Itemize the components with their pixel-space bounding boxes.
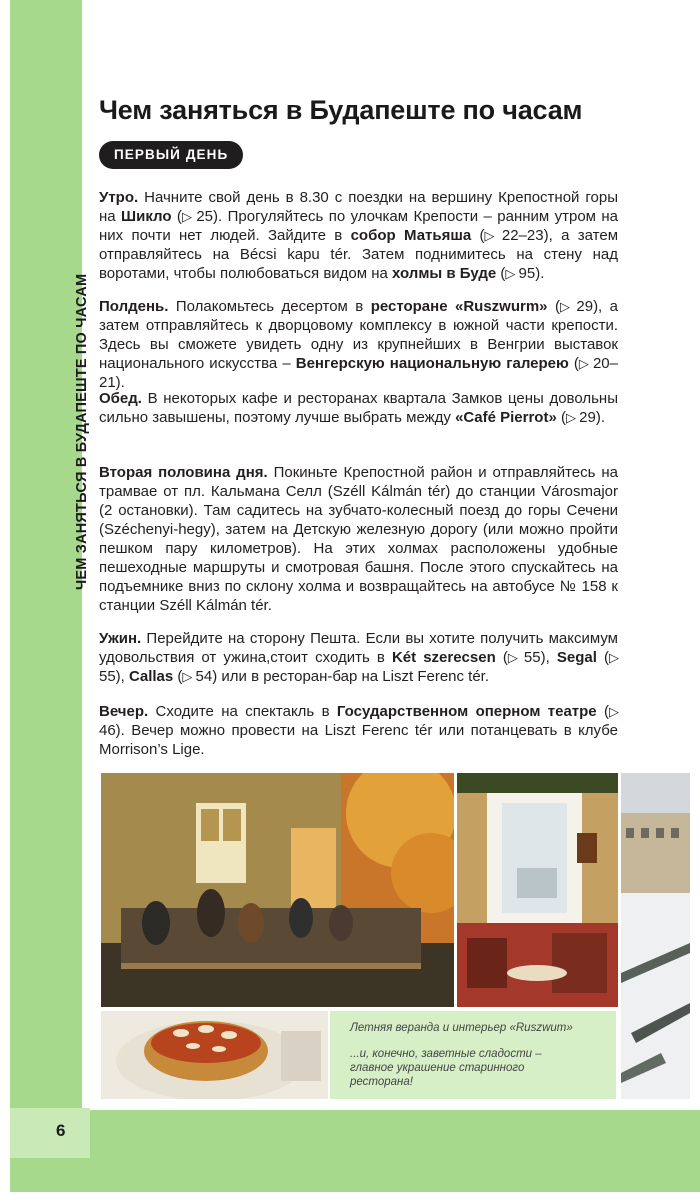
section-label: Вторая половина дня.: [99, 464, 268, 481]
page-ref-icon: ▷: [484, 228, 494, 243]
page-ref-icon: ▷: [507, 650, 517, 665]
page-ref-icon: ▷: [565, 410, 575, 425]
page-ref-icon: ▷: [609, 650, 618, 665]
running-head: ЧЕМ ЗАНЯТЬСЯ В БУДАПЕШТЕ ПО ЧАСАМ: [74, 273, 90, 590]
page-number-box: [10, 1108, 90, 1158]
section-label: Обед.: [99, 390, 142, 407]
page-number: 6: [56, 1121, 66, 1140]
section-label: Вечер.: [99, 703, 149, 720]
photo-winter-street: [621, 773, 690, 1099]
page-ref-icon: ▷: [559, 299, 569, 314]
link-text: Segal: [556, 649, 597, 666]
section-dinner: Ужин. Перейдите на сторону Пешта. Если вы хотите получить максимум удовольствия от ужина,стоит сходить в Két szerecsen (▷ 55), Segal (▷ 55), Callas (▷ 54) или в ресторан-бар на Liszt Ferenc tér.: [99, 630, 618, 685]
link-text: Государственном оперном театре: [336, 703, 597, 720]
sidebar: [0, 0, 90, 1110]
section-noon: Полдень. Полакомьтесь десертом в ресторане «Ruszwurm» (▷ 29), а затем отправляйтесь к дворцовому комплексу в южной части крепости. Здесь вы сможете увидеть одну из крупнейших в Венгрии выставок национального искусства – Венгерскую национальную галерею (▷ 20–21).: [99, 298, 618, 391]
day-badge: ПЕРВЫЙ ДЕНЬ: [99, 141, 243, 169]
section-lunch: Обед. В некоторых кафе и ресторанах квартала Замков цены довольны сильно завышены, поэтому лучше выбрать между «Café Pierrot» (▷ 29).: [99, 390, 618, 426]
photo-pastry: [101, 1011, 328, 1099]
photo-interior: [457, 773, 618, 1007]
page-ref-icon: ▷: [181, 209, 191, 224]
page-ref-icon: ▷: [578, 356, 588, 371]
link-text: Két szerecsen: [391, 649, 496, 666]
page-ref-icon: ▷: [609, 704, 619, 719]
section-label: Утро.: [99, 189, 139, 206]
section-label: Ужин.: [99, 630, 142, 647]
page-title: Чем заняться в Будапеште по часам: [99, 95, 583, 125]
sidebar-green-strip: [10, 0, 82, 1110]
link-text: Шикло: [121, 208, 172, 225]
caption-second: ...и, конечно, заветные сладости – главное украшение старинного ресторана!: [350, 1048, 542, 1088]
link-text: собор Матьяша: [350, 227, 472, 244]
page-ref-icon: ▷: [505, 266, 515, 281]
caption-first: Летняя веранда и интерьер «Ruszwum»: [350, 1022, 573, 1034]
link-text: Callas: [129, 668, 174, 685]
section-afternoon: Вторая половина дня. Покиньте Крепостной район и отправляйтесь на трамвае от пл. Кальмана Селл (Széll Kálmán tér) до станции Városmajor (2 остановки). Там садитесь на зубчато-колесный поезд до горы Сечени (Széchenyi-hegy), затем на Детскую железную дорогу (или можно пройти пешком пару километров). На этих холмах расположены удобные пешеходные маршруты и смотровая башня. После этого спускайтесь на подъемнике вниз по склону холма и возвращайтесь на автобусе № 158 к станции Széll Kálmán tér.: [99, 464, 618, 614]
section-label: Полдень.: [99, 298, 169, 315]
link-text: холмы в Буде: [392, 265, 497, 282]
section-evening: Вечер. Сходите на спектакль в Государственном оперном театре (▷ 46). Вечер можно провести на Liszt Ferenc tér или потанцевать в клубе Morrison’s Lige.: [99, 703, 619, 758]
footer-band: [10, 1110, 700, 1192]
link-text: ресторане «Ruszwurm»: [370, 298, 548, 315]
link-text: Венгерскую национальную галерею: [295, 355, 569, 372]
photo-cafe-terrace: [101, 773, 454, 1007]
link-text: «Café Pierrot»: [455, 409, 557, 426]
section-morning: Утро. Начните свой день в 8.30 с поездки на вершину Крепостной горы на Шикло (▷ 25). Прогуляйтесь по улочкам Крепости – ранним утром на них почти нет людей. Зайдите в собор Матьяша (▷ 22–23), а затем отправляйтесь на Bécsi kapu tér. Затем поднимитесь на стену над воротами, чтобы полюбоваться видом на холмы в Буде (▷ 95).: [99, 189, 619, 282]
page-ref-icon: ▷: [182, 669, 192, 684]
